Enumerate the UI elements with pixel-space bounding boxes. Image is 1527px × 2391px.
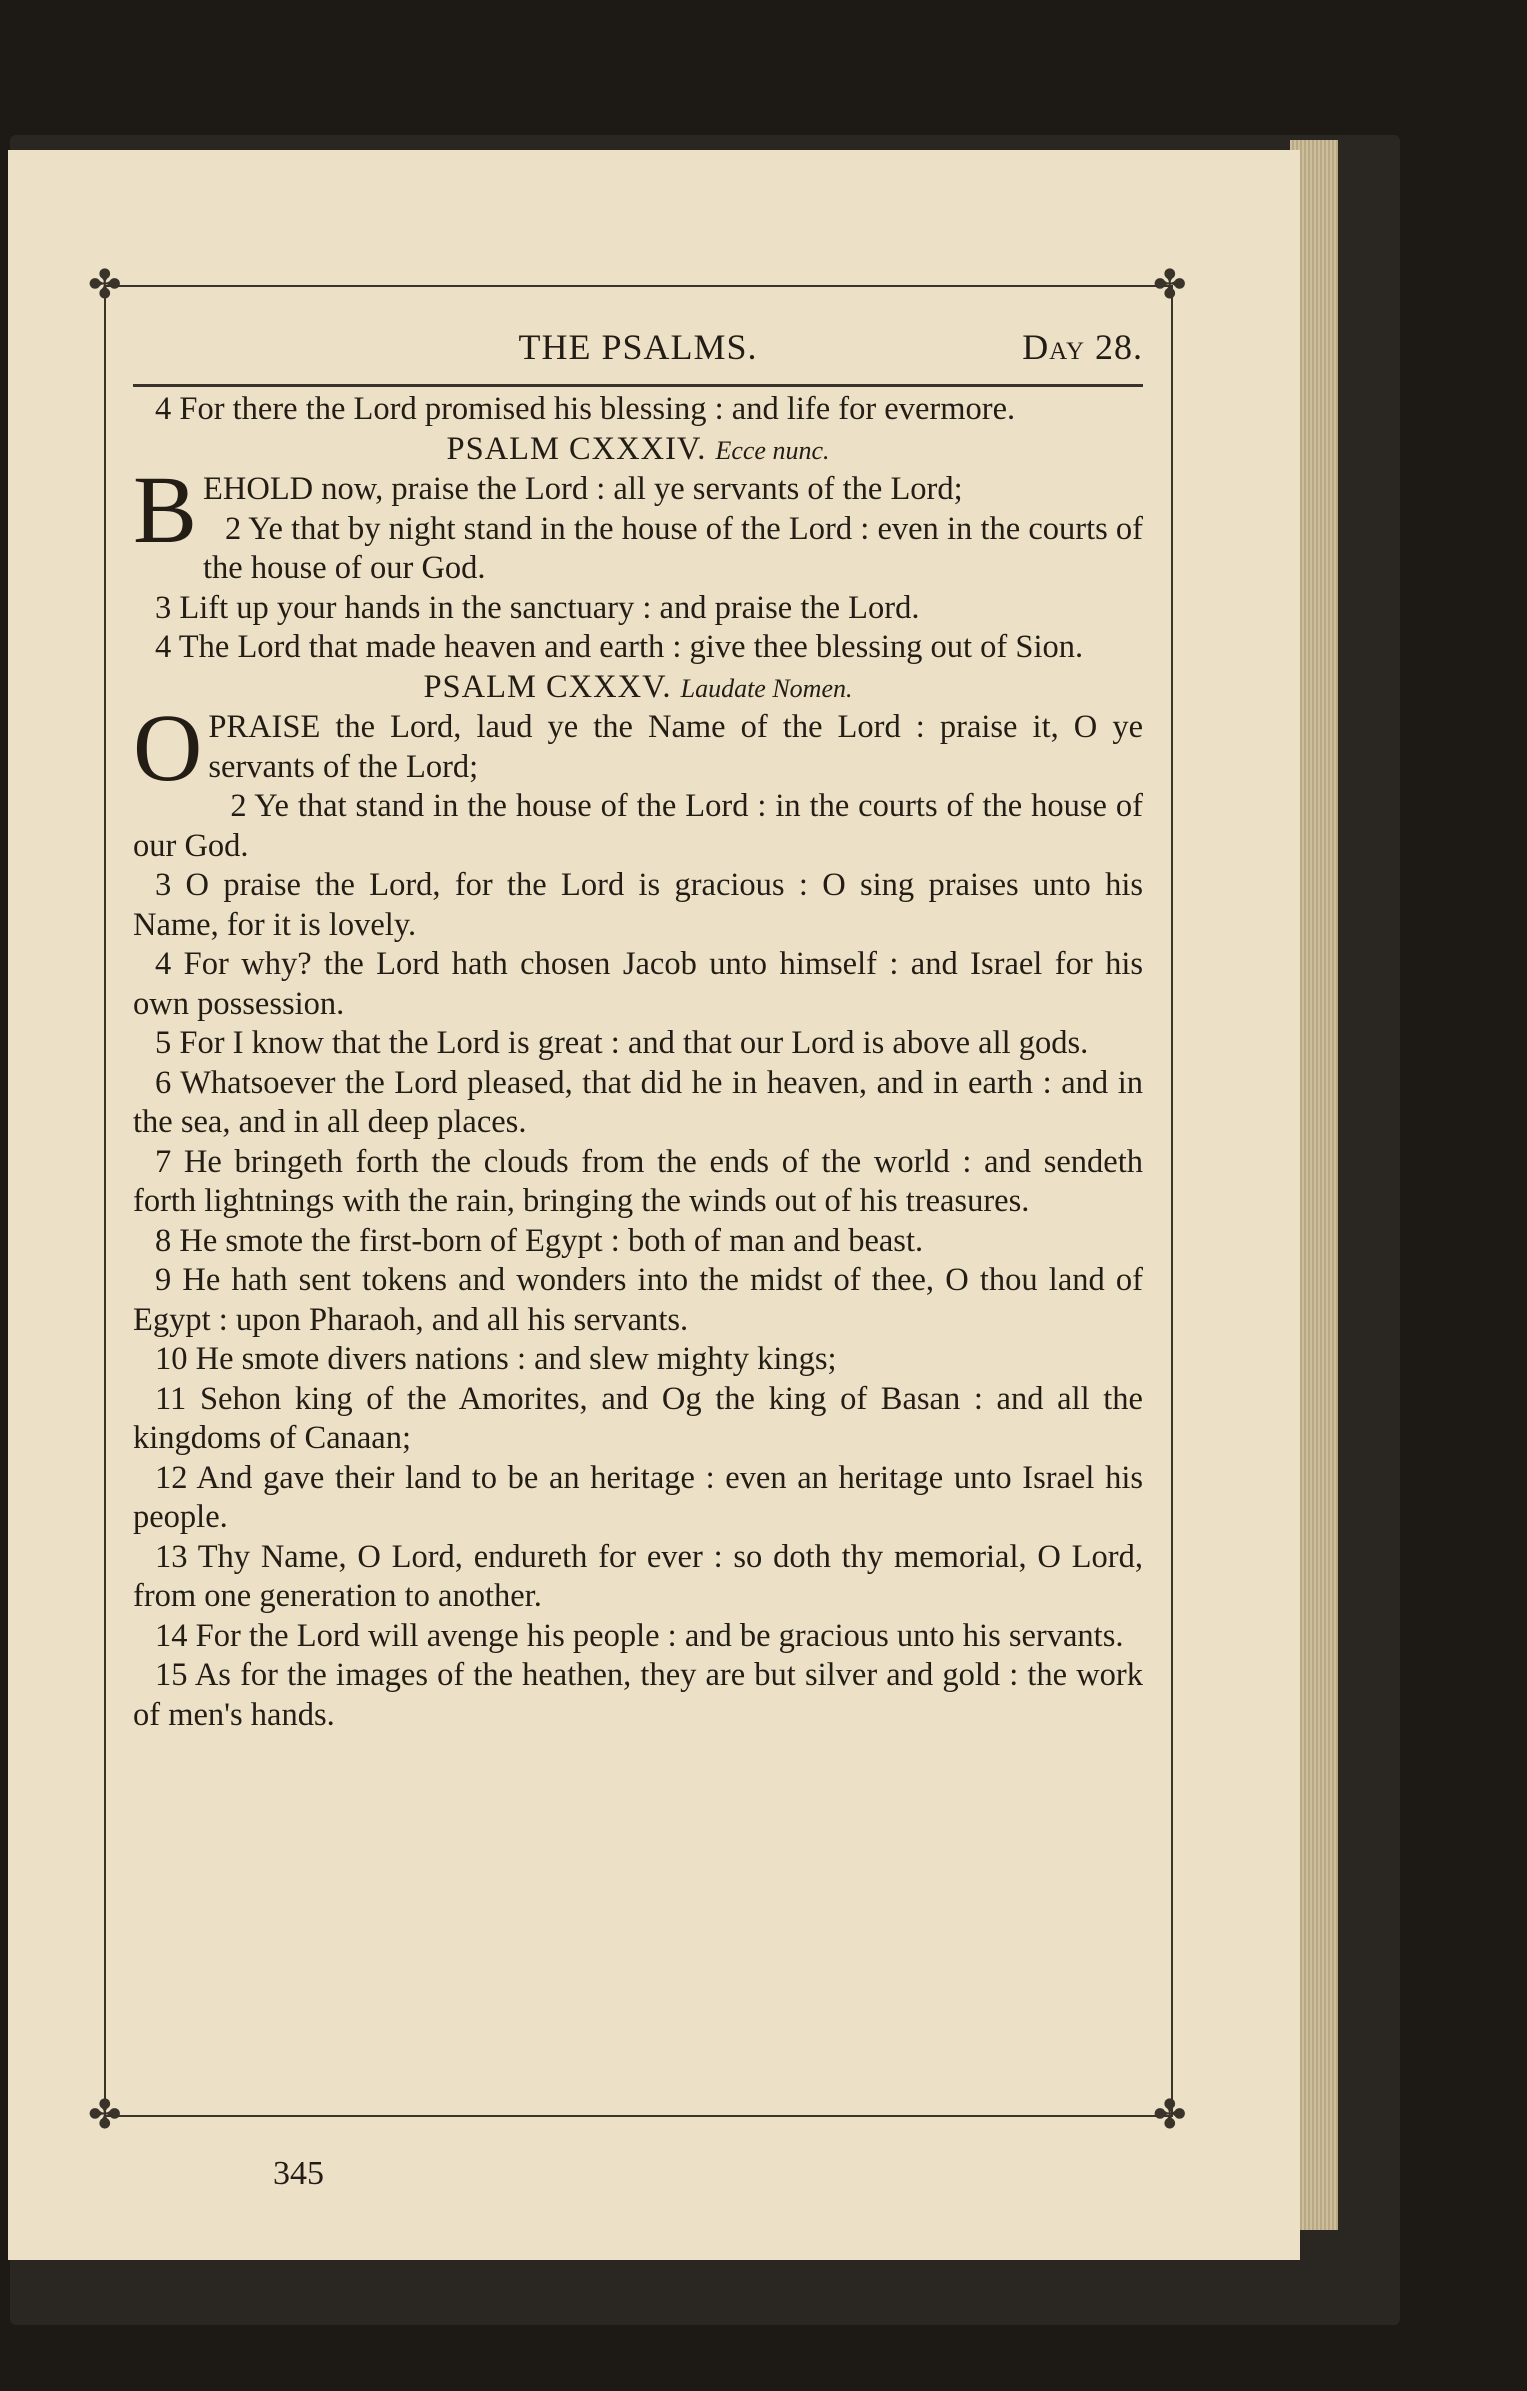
verse: 4 For why? the Lord hath chosen Jacob unto himself : and Israel for his own possession.	[133, 946, 1143, 1022]
verse: 8 He smote the first-born of Egypt : both of man and beast.	[155, 1222, 924, 1259]
verse: 4 For there the Lord promised his blessing : and life for evermore.	[155, 391, 1016, 427]
drop-cap: B	[133, 456, 198, 563]
book-page	[8, 150, 1300, 2260]
verse: 10 He smote divers nations : and slew mighty kings;	[155, 1341, 837, 1377]
psalm-latin-title: Laudate Nomen.	[680, 673, 853, 703]
verse: 13 Thy Name, O Lord, endureth for ever : so doth thy memorial, O Lord, from one generation to another.	[133, 1538, 1143, 1614]
verse: 15 As for the images of the heathen, they are but silver and gold : the work of men's hands.	[133, 1657, 1143, 1733]
verse: 9 He hath sent tokens and wonders into the midst of thee, O thou land of Egypt : upon Pharaoh, and all his servants.	[133, 1262, 1143, 1338]
corner-ornament-icon: ✤	[1153, 2092, 1187, 2137]
verse: 14 For the Lord will avenge his people : and be gracious unto his servants.	[155, 1617, 1124, 1654]
verse: 12 And gave their land to be an heritage : even an heritage unto Israel his people.	[133, 1459, 1143, 1535]
psalm-heading: PSALM CXXXIV. Ecce nunc.	[446, 430, 830, 467]
frame-bottom-rule	[104, 2115, 1173, 2117]
psalm-first-verse: OPRAISE the Lord, laud ye the Name of the Lord : praise it, O ye servants of the Lord;	[133, 694, 1143, 801]
day-label: Day 28.	[1022, 327, 1143, 367]
psalm-latin-title: Ecce nunc.	[715, 435, 830, 465]
corner-ornament-icon: ✤	[88, 262, 122, 307]
verse: 6 Whatsoever the Lord pleased, that did he in heaven, and in earth : and in the sea, and in all deep places.	[133, 1064, 1143, 1140]
verse: 2 Ye that by night stand in the house of the Lord : even in the courts of the house of our God.	[203, 510, 1143, 586]
verse: 7 He bringeth forth the clouds from the ends of the world : and sendeth forth lightnings with the rain, bringing the winds out of his treasures.	[133, 1143, 1143, 1219]
verse: 5 For I know that the Lord is great : and that our Lord is above all gods.	[155, 1025, 1089, 1061]
psalm-first-verse: BEHOLD now, praise the Lord : all ye servants of the Lord;	[133, 456, 963, 563]
verse: 11 Sehon king of the Amorites, and Og the king of Basan : and all the kingdoms of Canaan;	[133, 1380, 1143, 1456]
verse: 3 Lift up your hands in the sanctuary : and praise the Lord.	[155, 589, 920, 626]
running-header	[133, 326, 1143, 378]
verse: 4 The Lord that made heaven and earth : give thee blessing out of Sion.	[155, 629, 1084, 665]
verse: 3 O praise the Lord, for the Lord is gracious : O sing praises unto his Name, for it is lovely.	[133, 867, 1143, 943]
psalm-text	[133, 390, 1143, 1735]
corner-ornament-icon: ✤	[1153, 262, 1187, 307]
psalm-heading: PSALM CXXXV. Laudate Nomen.	[423, 668, 853, 705]
page-number: 345	[273, 2155, 324, 2192]
drop-cap: O	[133, 694, 203, 801]
corner-ornament-icon: ✤	[88, 2092, 122, 2137]
header-rule	[133, 384, 1143, 387]
verse: 2 Ye that stand in the house of the Lord : in the courts of the house of our God.	[133, 788, 1143, 864]
page-title: THE PSALMS.	[518, 327, 758, 367]
